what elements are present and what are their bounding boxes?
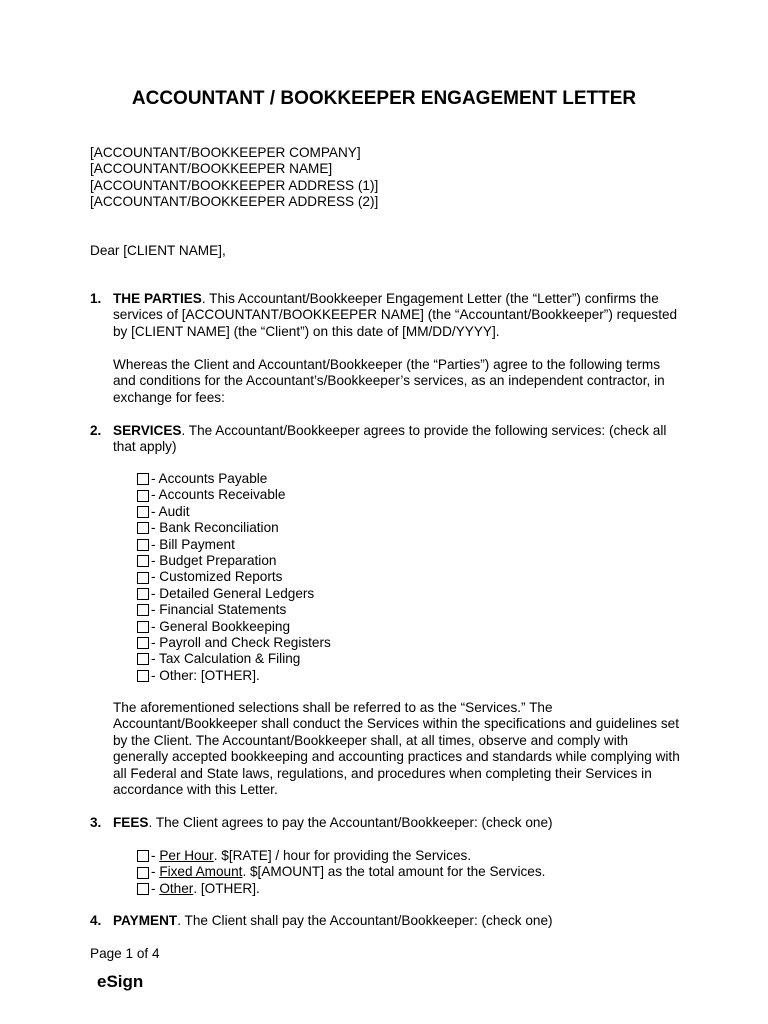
greeting: Dear [CLIENT NAME], — [90, 243, 226, 258]
section-parties — [90, 291, 690, 340]
document-title: ACCOUNTANT / BOOKKEEPER ENGAGEMENT LETTER — [131, 88, 637, 109]
checkbox[interactable] — [137, 621, 149, 633]
section-services — [90, 423, 690, 456]
service-option — [137, 569, 331, 585]
checkbox[interactable] — [137, 588, 149, 600]
checkbox[interactable] — [137, 539, 149, 551]
section-body: . The Client shall pay the Accountant/Bookkeeper: (check one) — [177, 913, 553, 928]
section-payment — [90, 913, 690, 929]
checkbox[interactable] — [137, 883, 149, 895]
service-option — [137, 537, 331, 553]
address-line: [ACCOUNTANT/BOOKKEEPER NAME] — [90, 161, 333, 177]
checkbox[interactable] — [137, 604, 149, 616]
service-option — [137, 586, 331, 602]
checkbox[interactable] — [137, 506, 149, 518]
service-option — [137, 651, 331, 667]
service-option-label: - Accounts Receivable — [151, 487, 286, 503]
checkbox[interactable] — [137, 653, 149, 665]
section-heading: THE PARTIES — [113, 291, 202, 306]
section-text — [113, 291, 680, 340]
address-line: [ACCOUNTANT/BOOKKEEPER ADDRESS (1)] — [90, 177, 379, 193]
checkbox[interactable] — [137, 555, 149, 567]
esign-logo: eSign — [97, 972, 144, 991]
service-option — [137, 487, 331, 503]
service-option-label: - Other: [OTHER]. — [151, 667, 260, 683]
service-option-label: - Bill Payment — [151, 536, 235, 552]
service-option-label: - Tax Calculation & Filing — [151, 651, 301, 667]
fee-option: - Other . [OTHER]. — [137, 881, 545, 897]
address-line: [ACCOUNTANT/BOOKKEEPER COMPANY] — [90, 145, 361, 160]
section-text — [113, 423, 680, 456]
service-option-label: - Accounts Payable — [151, 471, 268, 486]
checkbox[interactable] — [137, 490, 149, 502]
fee-option-text: . $[AMOUNT] as the total amount for the Services. — [242, 864, 546, 880]
checkbox[interactable] — [137, 572, 149, 584]
section-number: 2. — [90, 423, 102, 438]
fee-option-label: Fixed Amount — [159, 864, 243, 880]
fee-option-text: . $[RATE] / hour for providing the Services. — [213, 848, 472, 863]
service-option-label: - Budget Preparation — [151, 552, 277, 568]
service-option — [137, 471, 331, 487]
service-option-label: - General Bookkeeping — [151, 618, 291, 634]
services-checklist — [137, 471, 331, 684]
service-option — [137, 668, 331, 684]
section-text — [113, 815, 680, 831]
service-option — [137, 504, 331, 520]
service-option — [137, 553, 331, 569]
service-option-label: - Financial Statements — [151, 602, 287, 618]
section-fees — [90, 815, 690, 831]
section-number: 1. — [90, 291, 102, 306]
fee-option-label: Per Hour — [159, 848, 214, 863]
section-body: . The Client agrees to pay the Accountant/Bookkeeper: (check one) — [148, 815, 553, 830]
service-option — [137, 619, 331, 635]
checkbox[interactable] — [137, 867, 149, 879]
section-body: . The Accountant/Bookkeeper agrees to provide the following services: (check all that apply) — [113, 423, 667, 455]
service-option-label: - Customized Reports — [151, 569, 283, 585]
checkbox[interactable] — [137, 637, 149, 649]
service-option — [137, 602, 331, 618]
section-text — [113, 913, 680, 929]
fee-option: - Fixed Amount . $[AMOUNT] as the total amount for the Services. — [137, 864, 545, 880]
accountant-address-block — [90, 145, 378, 211]
fee-option: - Per Hour . $[RATE] / hour for providing the Services. — [137, 848, 545, 864]
section-number: 3. — [90, 815, 102, 830]
fees-checklist — [137, 848, 545, 897]
address-line: [ACCOUNTANT/BOOKKEEPER ADDRESS (2)] — [90, 194, 379, 210]
section-heading: PAYMENT — [113, 913, 178, 928]
fee-option-text: . [OTHER]. — [193, 880, 260, 896]
section-number: 4. — [90, 913, 102, 928]
page-number: Page 1 of 4 — [90, 946, 160, 961]
fee-option-label: Other — [159, 880, 194, 896]
checkbox[interactable] — [137, 473, 149, 485]
section-heading: FEES — [113, 815, 149, 830]
service-option-label: - Audit — [151, 503, 190, 519]
service-option — [137, 520, 331, 536]
checkbox[interactable] — [137, 670, 149, 682]
whereas-paragraph: Whereas the Client and Accountant/Bookkeeper (the “Parties”) agree to the following terms and conditions for the Accountant’s/Bookkeeper’s services, as an independent contractor, in exchange for fees: — [113, 357, 665, 405]
service-option-label: - Payroll and Check Registers — [151, 634, 331, 650]
services-paragraph: The aforementioned selections shall be referred to as the “Services.” The Accountant/Bookkeeper shall conduct the Services within the specifications and guidelines set by the Client. The Accountant/Bookkeeper shall, at all times, observe and comply with generally accepted bookkeeping and accounting practices and standards while complying with all Federal and State laws, regulations, and procedures when completing their Services in accordance with this Letter. — [113, 700, 680, 798]
service-option — [137, 635, 331, 651]
service-option-label: - Bank Reconciliation — [151, 520, 279, 536]
checkbox[interactable] — [137, 850, 149, 862]
section-body: . This Accountant/Bookkeeper Engagement Letter (the “Letter”) confirms the services of [ACCOUNTANT/BOOKKEEPER NAME] (the “Accountant/Bookkeeper”) requested by [CLIENT NAME] (the “Client”) on this date of [MM/DD/YYYY]. — [113, 291, 678, 339]
service-option-label: - Detailed General Ledgers — [151, 585, 315, 601]
section-heading: SERVICES — [113, 423, 182, 438]
checkbox[interactable] — [137, 522, 149, 534]
